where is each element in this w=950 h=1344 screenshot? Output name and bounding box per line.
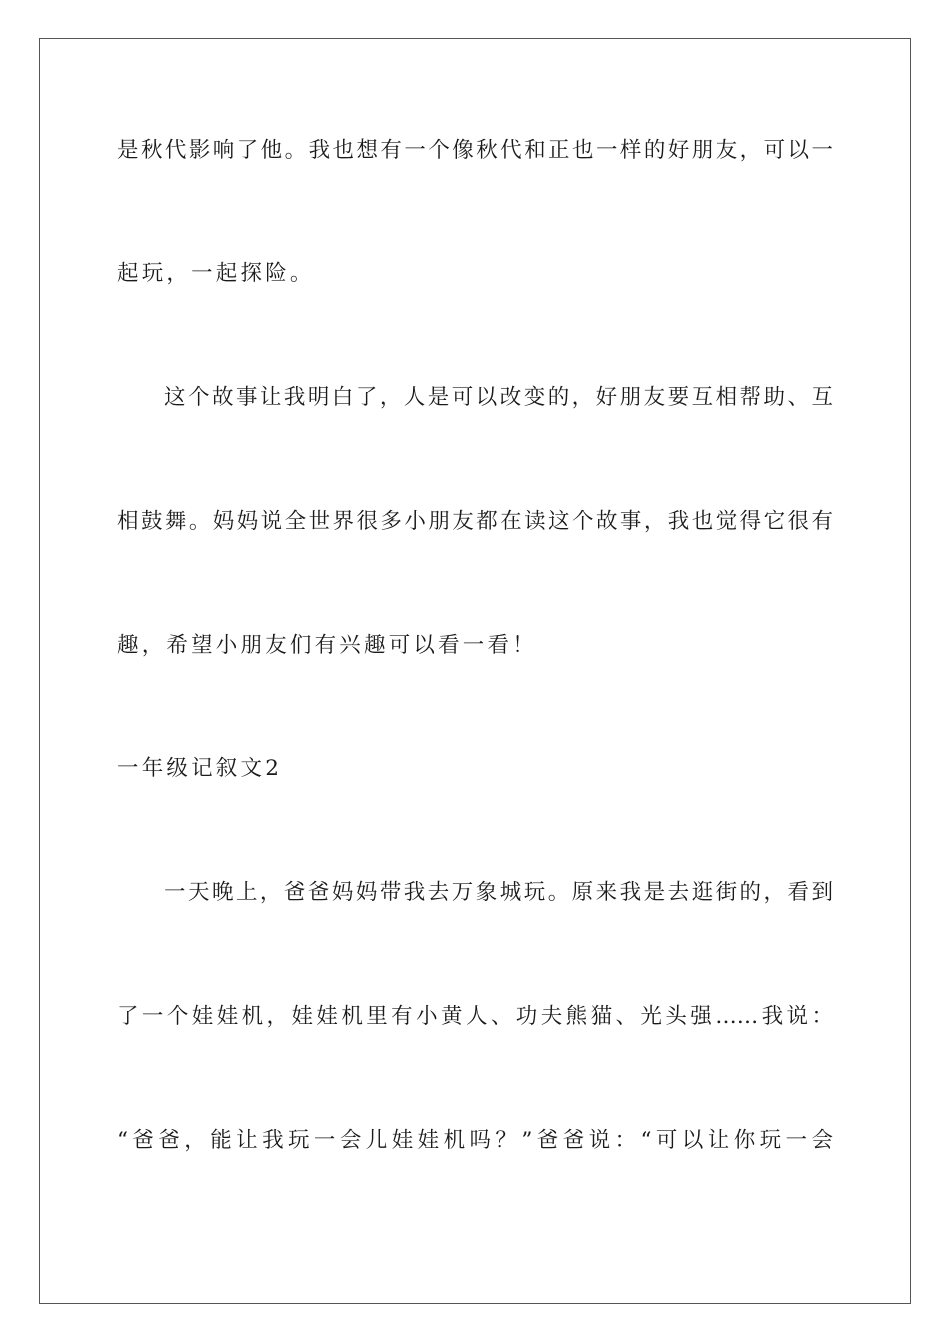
body-text-line: 是秋代影响了他。我也想有一个像秋代和正也一样的好朋友，可以一 (117, 138, 833, 163)
body-text-line: 起玩，一起探险。 (117, 261, 315, 286)
body-text-line: 了一个娃娃机，娃娃机里有小黄人、功夫熊猫、光头强……我说： (117, 1004, 833, 1029)
paragraph-first-line: 这个故事让我明白了，人是可以改变的，好朋友要互相帮助、互 (164, 385, 833, 410)
section-heading: 一年级记叙文2 (117, 756, 283, 781)
paragraph-first-line: 一天晚上，爸爸妈妈带我去万象城玩。原来我是去逛街的，看到 (164, 880, 833, 905)
body-text-line: “爸爸，能让我玩一会儿娃娃机吗？”爸爸说：“可以让你玩一会 (117, 1128, 833, 1153)
body-text-line: 相鼓舞。妈妈说全世界很多小朋友都在读这个故事，我也觉得它很有 (117, 509, 833, 534)
body-text-line: 趣，希望小朋友们有兴趣可以看一看！ (117, 633, 537, 658)
page-border (39, 38, 911, 1304)
